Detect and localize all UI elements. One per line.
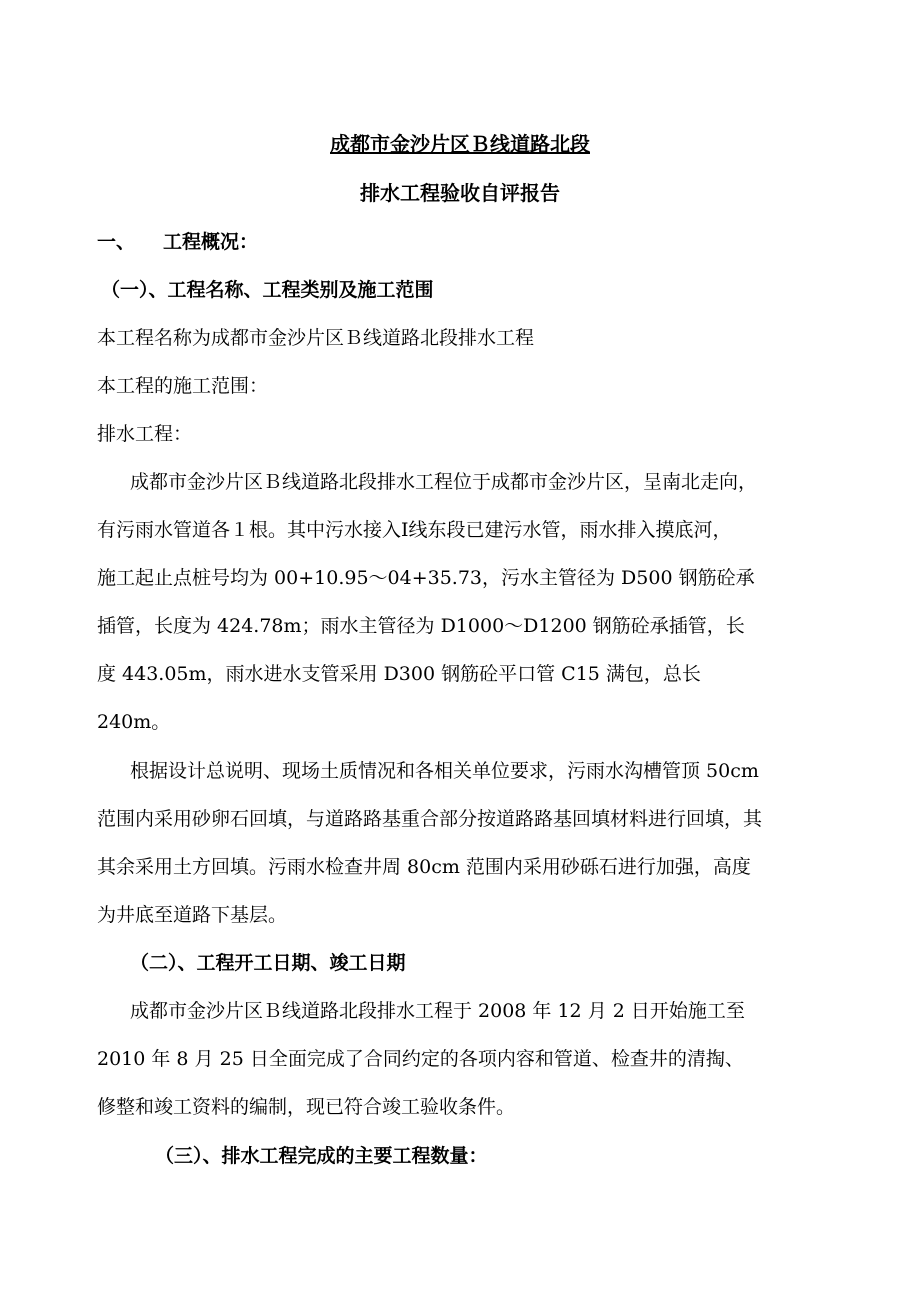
paragraph-line: 成都市金沙片区Ｂ线道路北段排水工程于 2008 年 12 月 2 日开始施工至: [130, 1000, 745, 1022]
scope-label: 本工程的施工范围：: [97, 375, 269, 397]
paragraph-line: 240m。: [97, 711, 171, 733]
paragraph-line: 为井底至道路下基层。: [97, 904, 288, 926]
project-name-paragraph: 本工程名称为成都市金沙片区Ｂ线道路北段排水工程: [97, 327, 535, 349]
paragraph-line: 有污雨水管道各１根。其中污水接入Ⅰ线东段已建污水管，雨水排入摸底河，: [97, 519, 732, 541]
report-title-line-2: 排水工程验收自评报告: [360, 181, 560, 205]
subsection-3-heading: （三）、排水工程完成的主要工程数量：: [155, 1145, 488, 1167]
paragraph-line: 范围内采用砂卵石回填，与道路路基重合部分按道路路基回填材料进行回填，其: [97, 808, 763, 830]
paragraph-line: 度 443.05m，雨水进水支管采用 D300 钢筋砼平口管 C15 满包，总长: [97, 663, 701, 685]
paragraph-line: 根据设计总说明、现场土质情况和各相关单位要求，污雨水沟槽管顶 50cm: [130, 760, 759, 782]
section-1-number: 一、: [97, 231, 136, 253]
paragraph-line: 2010 年 8 月 25 日全面完成了合同约定的各项内容和管道、检查井的清掏、: [97, 1048, 744, 1070]
paragraph-line: 修整和竣工资料的编制，现已符合竣工验收条件。: [97, 1096, 516, 1118]
paragraph-line: 成都市金沙片区Ｂ线道路北段排水工程位于成都市金沙片区，呈南北走向，: [130, 471, 758, 493]
subsection-2-heading: （二）、工程开工日期、竣工日期: [130, 952, 406, 974]
paragraph-line: 其余采用土方回填。污雨水检查井周 80cm 范围内采用砂砾石进行加强，高度: [97, 856, 751, 878]
drainage-label: 排水工程：: [97, 423, 193, 445]
subsection-1-heading: （一）、工程名称、工程类别及施工范围: [101, 279, 434, 301]
paragraph-line: 插管，长度为 424.78m；雨水主管径为 D1000～D1200 钢筋砼承插管，长: [97, 615, 745, 637]
report-title-line-1: 成都市金沙片区Ｂ线道路北段: [330, 132, 590, 156]
paragraph-line: 施工起止点桩号均为 00+10.95～04+35.73，污水主管径为 D500 钢筋砼承: [97, 567, 755, 589]
section-1-heading: [0, 229, 920, 255]
section-1-label: 工程概况：: [163, 231, 259, 253]
